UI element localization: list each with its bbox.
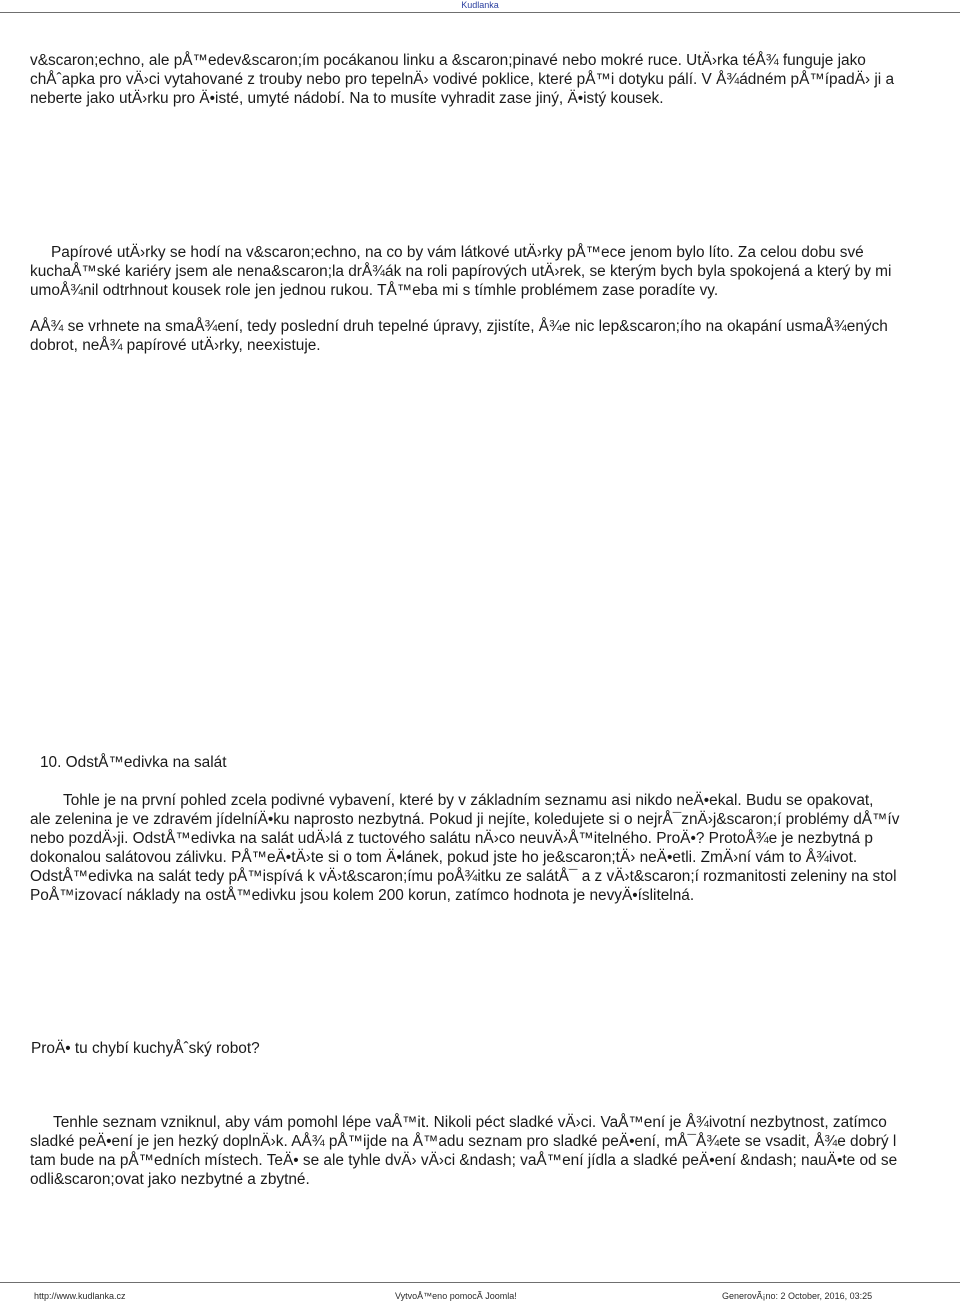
section-heading-salad-spinner: 10. OdstÅ™edivka na salát <box>40 754 227 771</box>
text-line: sladké peÄ•ení je jen hezký doplnÄ›k. AÅ¾ pÅ™ijde na Å™adu seznam pro sladké peÄ•ení, mÅ¯Å¾ete se vsadit, Å¾e dobrý l <box>30 1133 897 1150</box>
footer-generated-date: GenerovÃ¡no: 2 October, 2016, 03:25 <box>722 1291 873 1301</box>
text-line: OdstÅ™edivka na salát tedy pÅ™ispívá k vÄ›t&scaron;ímu poÅ¾itku ze salátÅ¯ a z vÄ›t&scaron;í rozmanitosti zeleniny na stol <box>30 868 897 885</box>
paragraph-paper-towels <box>30 243 960 300</box>
text-line: chÅˆapka pro vÄ›ci vytahované z trouby nebo pro tepelnÄ› vodivé poklice, které pÅ™i dotyku pálí. V Å¾ádném pÅ™ípadÄ› ji a <box>30 71 895 88</box>
page-header-title: Kudlanka <box>461 0 499 10</box>
footer-divider <box>0 1282 960 1283</box>
header-divider <box>0 12 960 13</box>
text-line: tam bude na pÅ™edních místech. TeÄ• se ale tyhle dvÄ› vÄ›ci &ndash; vaÅ™ení jídla a sladké peÄ•ení &ndash; nauÄ•te od se <box>30 1152 898 1169</box>
paragraph-towel-uses <box>30 51 960 108</box>
text-line: neberte jako utÄ›rku pro Ä•isté, umyté nádobí. Na to musíte vyhradit zase jiný, Ä•istý kousek. <box>30 90 664 107</box>
text-line: dobrot, neÅ¾ papírové utÄ›rky, neexistuje. <box>30 337 321 354</box>
text-line: Tohle je na první pohled zcela podivné vybavení, které by v základním seznamu asi nikdo neÄ•ekal. Budu se opakovat, <box>63 792 874 809</box>
paragraph-salad-spinner <box>30 791 960 905</box>
text-line: v&scaron;echno, ale pÅ™edev&scaron;ím pocákanou linku a &scaron;pinavé nebo mokré ruce. UtÄ›rka téÅ¾ funguje jako <box>30 52 866 69</box>
text-line: PoÅ™izovací náklady na ostÅ™edivku jsou kolem 200 korun, zatímco hodnota je nevyÄ•íslitelná. <box>30 887 695 904</box>
text-line: kuchaÅ™ské kariéry jsem ale nena&scaron;la drÅ¾ák na roli papírových utÄ›rek, se kterým bych byla spokojená a který by mi <box>30 263 892 280</box>
text-line: AÅ¾ se vrhnete na smaÅ¾ení, tedy poslední druh tepelné úpravy, zjistíte, Å¾e nic lep&scaron;ího na okapání usmaÅ¾ených <box>30 318 888 335</box>
text-line: umoÅ¾nil odtrhnout kousek role jen jednou rukou. TÅ™eba mi s tímhle problémem zase poradíte vy. <box>30 282 719 299</box>
text-line: ale zelenina je ve zdravém jídelníÄ•ku naprosto nezbytná. Pokud ji nejíte, koledujete si o nejrÅ¯znÄ›j&scaron;í problémy dÅ™ív <box>30 811 900 828</box>
paragraph-frying <box>30 317 960 355</box>
section-heading-kitchen-robot: ProÄ• tu chybí kuchyÅˆský robot? <box>31 1040 260 1057</box>
text-line: nebo pozdÄ›ji. OdstÅ™edivka na salát udÄ›lá z tuctového salátu nÄ›co neuvÄ›Å™itelného. ProÄ•? ProtoÅ¾e je nezbytná p <box>30 830 873 847</box>
text-line: Papírové utÄ›rky se hodí na v&scaron;echno, na co by vám látkové utÄ›rky pÅ™ece jenom bylo líto. Za celou dobu své <box>51 244 864 261</box>
paragraph-list-purpose <box>30 1113 960 1189</box>
text-line: Tenhle seznam vzniknul, aby vám pomohl lépe vaÅ™it. Nikoli péct sladké vÄ›ci. VaÅ™ení je Å¾ivotní nezbytnost, zatímco <box>53 1114 887 1131</box>
text-line: odli&scaron;ovat jako nezbytné a zbytné. <box>30 1171 310 1188</box>
footer-url-link[interactable]: http://www.kudlanka.cz <box>34 1291 126 1301</box>
text-line: dokonalou salátovou zálivku. PÅ™eÄ•tÄ›te si o tom Ä•lánek, pokud jste ho je&scaron;tÄ› neÄ•etli. ZmÄ›ní vám to Å¾ivot. <box>30 849 858 866</box>
footer-created-with: VytvoÅ™eno pomocÃ Joomla! <box>395 1291 517 1301</box>
